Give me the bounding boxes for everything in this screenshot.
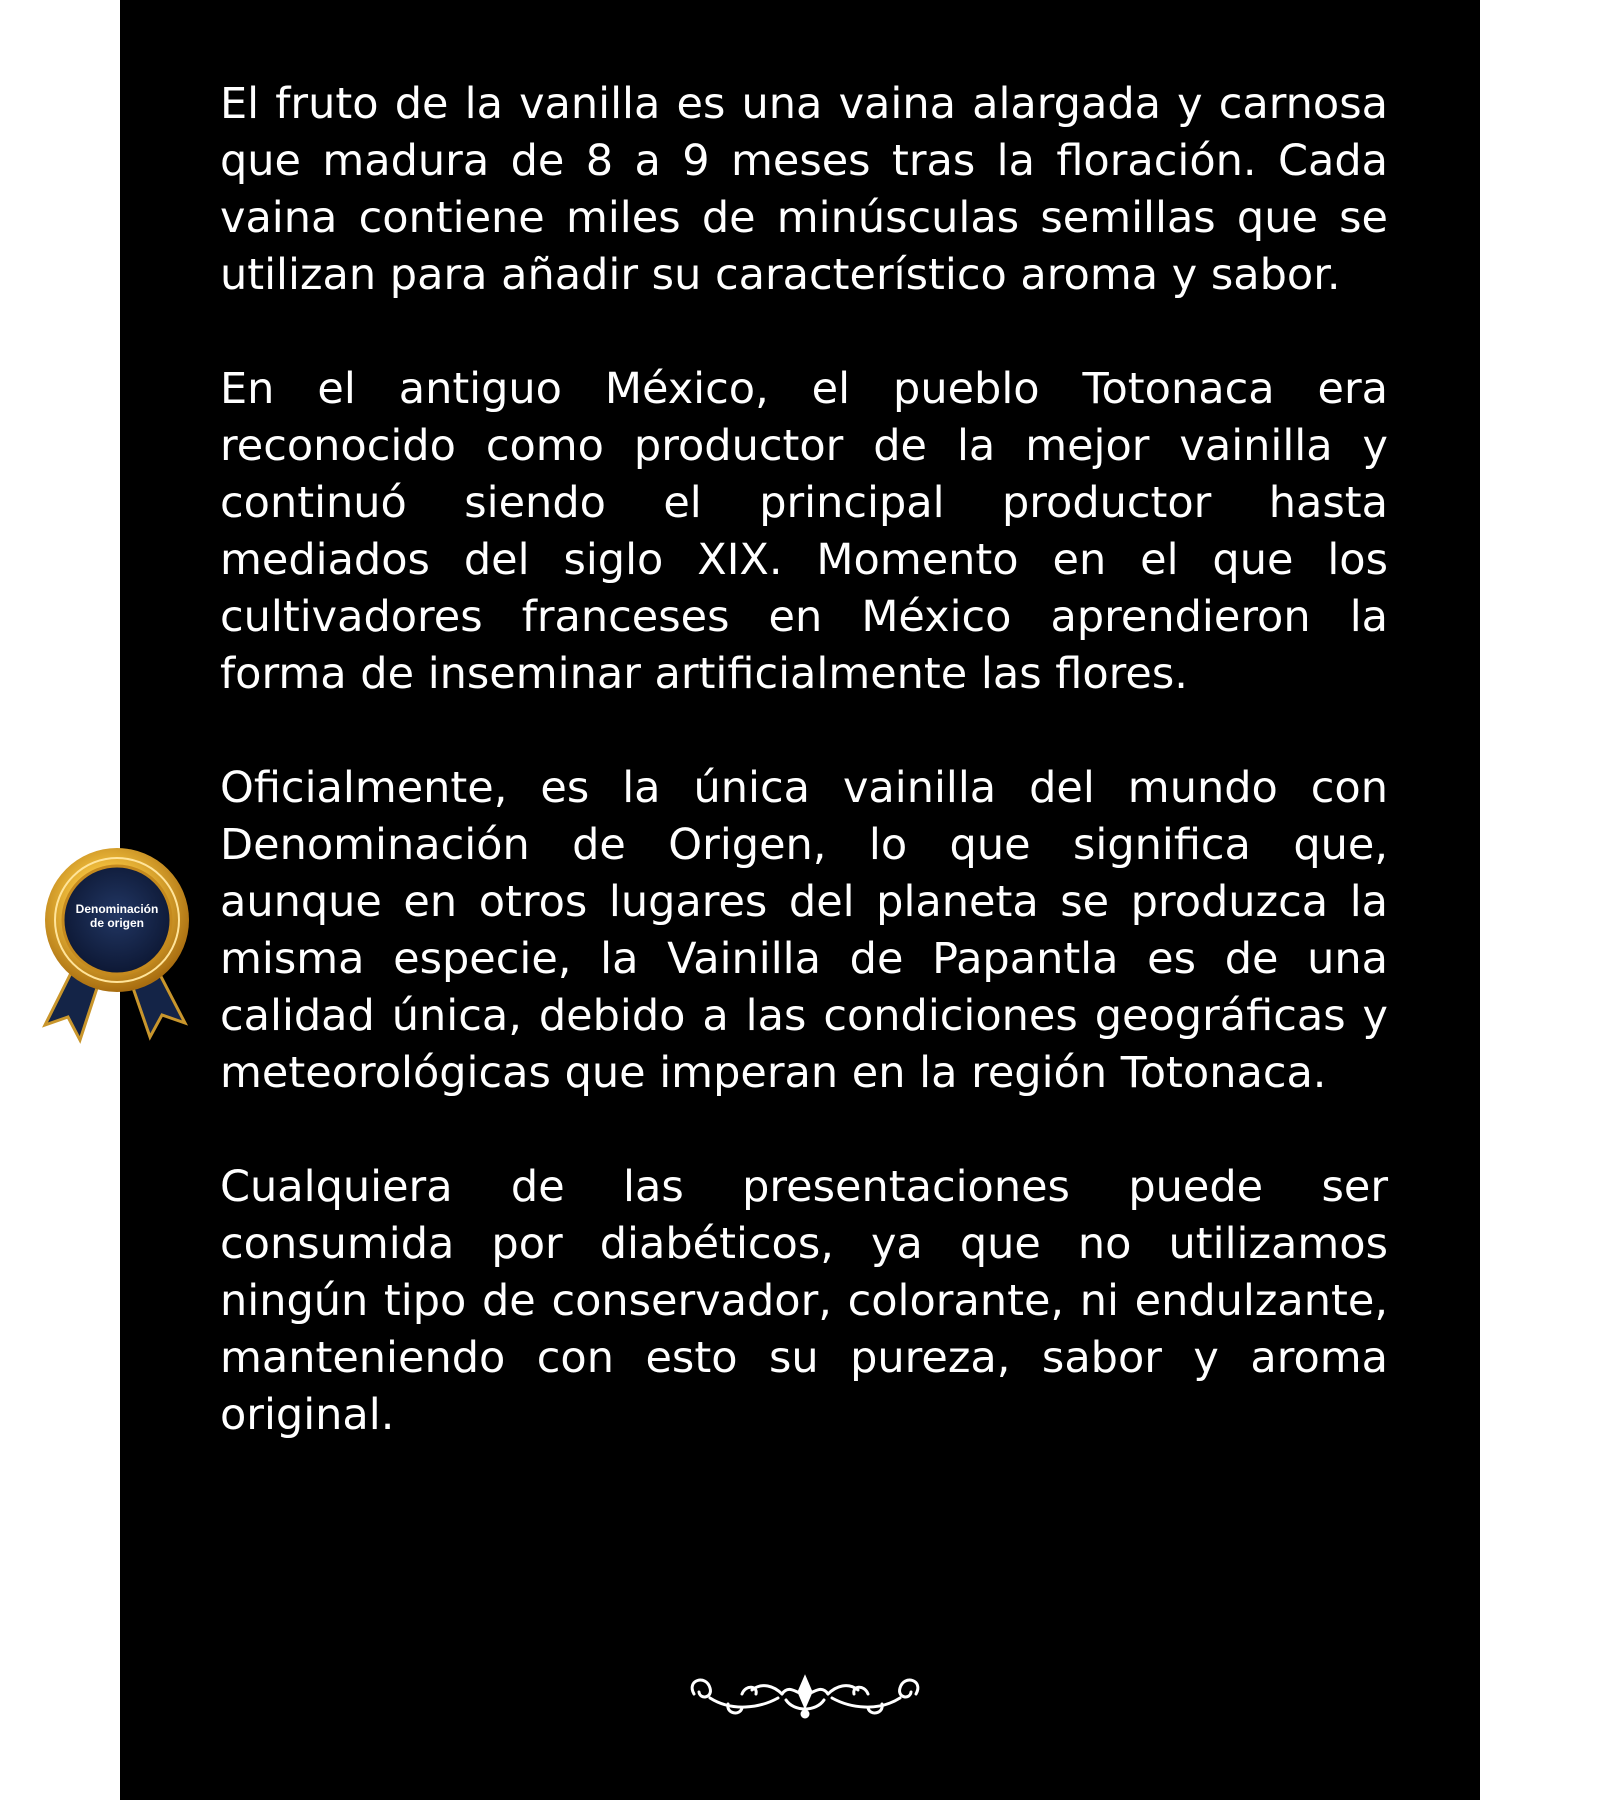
badge-label-line2: de origen (89, 916, 144, 930)
paragraph-4: Cualquiera de las presentaciones puede ser consumida por diabéticos, ya que no utilizamos ningún tipo de conservador, colorante, ni endulzante, manteniendo con esto su pureza, sabor y aroma original. (220, 1162, 1388, 1440)
badge-label (67, 902, 167, 930)
flourish-divider-icon (682, 1668, 928, 1724)
paragraph-1: El fruto de la vanilla es una vaina alargada y carnosa que madura de 8 a 9 meses tras la floración. Cada vaina contiene miles de minúsculas semillas que se utilizan para añadir su característico aroma y sabor. (220, 79, 1388, 300)
award-medal-icon (20, 845, 210, 1045)
paragraph-3: Oficialmente, es la única vainilla del mundo con Denominación de Origen, lo que significa que, aunque en otros lugares del planeta se produzca la misma especie, la Vainilla de Papantla es de una calidad única, debido a las condiciones geográficas y meteorológicas que imperan en la región Totonaca. (220, 763, 1388, 1098)
badge-label-line1: Denominación (75, 902, 159, 916)
body-text (220, 76, 1388, 1501)
paragraph-2: En el antiguo México, el pueblo Totonaca era reconocido como productor de la mejor vainilla y continuó siendo el principal productor hasta mediados del siglo XIX. Momento en el que los cultivadores franceses en México aprendieron la forma de inseminar artificialmente las flores. (220, 364, 1388, 699)
